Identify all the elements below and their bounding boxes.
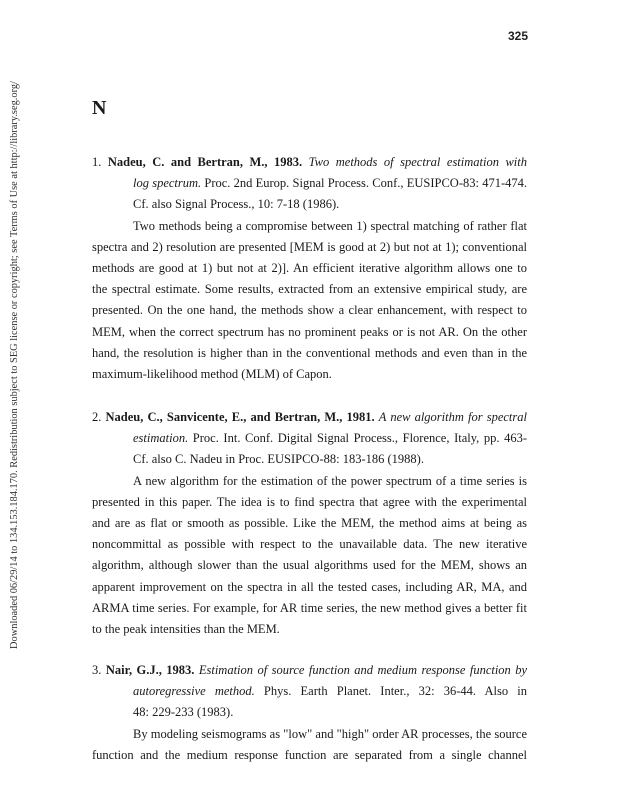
text-line bbox=[92, 536, 527, 552]
section-heading: N bbox=[92, 97, 107, 119]
text-line bbox=[133, 451, 527, 467]
text-span: to the peak intensities than the MEM. bbox=[92, 622, 280, 636]
text-line bbox=[133, 726, 527, 742]
text-line bbox=[92, 366, 527, 382]
reference-authors: Nadeu, C. and Bertran, M., 1983. bbox=[107, 155, 303, 169]
text-span: algorithm, although slower than the usual algorithms used for the MEM, shows an bbox=[92, 558, 527, 573]
text-span: presented in this paper. The idea is to find spectra that agree with the experimental bbox=[92, 494, 527, 509]
text-span: A new algorithm for the estimation of the power spectrum of a time series is bbox=[133, 473, 527, 488]
text-span: 1. bbox=[92, 155, 108, 169]
text-line bbox=[133, 196, 527, 212]
text-span: maximum-likelihood method (MLM) of Capon. bbox=[92, 367, 332, 381]
text-line bbox=[92, 409, 527, 425]
text-line bbox=[92, 579, 527, 595]
text-span: hand, the resolution is higher than in the conventional methods and even than in the bbox=[92, 345, 527, 360]
text-span: 2. bbox=[92, 410, 106, 424]
text-line bbox=[133, 704, 527, 720]
text-line bbox=[92, 154, 527, 170]
text-span: noncommittal as possible with respect to the unavailable data. The new iterative bbox=[92, 537, 527, 552]
reference-title: Two methods of spectral estimation with bbox=[308, 155, 527, 169]
text-line bbox=[133, 218, 527, 234]
text-span: the spectral estimate. Some results, extracted from an extensive empirical study, are bbox=[92, 282, 527, 297]
reference-authors: Nadeu, C., Sanvicente, E., and Bertran, M., 1981. bbox=[105, 410, 375, 424]
reference-title: A new algorithm for spectral bbox=[378, 410, 527, 424]
text-span: 48: 229-233 (1983). bbox=[133, 705, 234, 720]
reference-title: log spectrum. bbox=[133, 176, 202, 191]
text-line bbox=[92, 662, 527, 678]
download-watermark: Downloaded 06/29/14 to 134.153.184.170. Redistribution subject to SEG license or copyright; see Terms of Use at http://library.seg.org/ bbox=[9, 81, 20, 649]
text-line bbox=[92, 515, 527, 531]
text-span: 3. bbox=[92, 663, 106, 677]
text-span: ARMA time series. For example, for AR time series, the new method gives a better fit bbox=[92, 600, 527, 615]
text-span: Cf. also C. Nadeu in Proc. EUSIPCO-88: 183-186 (1988). bbox=[133, 452, 424, 467]
text-span: Two methods being a compromise between 1) spectral matching of rather flat bbox=[133, 218, 527, 233]
text-line bbox=[92, 345, 527, 361]
text-span: Proc. Int. Conf. Digital Signal Process., Florence, Italy, pp. 463- bbox=[192, 431, 527, 446]
text-line bbox=[92, 747, 527, 763]
text-line bbox=[92, 324, 527, 340]
text-line bbox=[92, 302, 527, 318]
text-line bbox=[92, 600, 527, 616]
reference-title: autoregressive method. bbox=[133, 684, 255, 699]
text-line bbox=[92, 260, 527, 276]
text-line bbox=[92, 494, 527, 510]
text-line bbox=[92, 621, 527, 637]
text-span: and are as flat or smooth as possible. Like the MEM, the method aims at being as bbox=[92, 516, 527, 530]
reference-authors: Nair, G.J., 1983. bbox=[105, 663, 195, 677]
text-span: spectra and 2) resolution are presented [MEM is good at 2) but not at 1); conventional bbox=[92, 239, 527, 254]
reference-title: Estimation of source function and medium response function by bbox=[198, 663, 527, 677]
text-span: presented. On the one hand, the methods show a clear enhancement, with respect to bbox=[92, 303, 527, 318]
text-line bbox=[133, 683, 527, 699]
text-span: function and the medium response function are separated from a single channel bbox=[92, 747, 527, 762]
text-span: By modeling seismograms as "low" and "high" order AR processes, the source bbox=[133, 726, 527, 741]
text-span: Proc. 2nd Europ. Signal Process. Conf., EUSIPCO-83: 471-474. bbox=[201, 176, 527, 191]
text-line bbox=[133, 473, 527, 489]
page-number: 325 bbox=[507, 29, 528, 43]
text-line bbox=[92, 557, 527, 573]
text-line bbox=[133, 175, 527, 191]
text-line bbox=[92, 239, 527, 255]
text-line bbox=[92, 281, 527, 297]
reference-title: estimation. bbox=[133, 431, 189, 446]
text-span: methods are good at 1) but not at 2)]. An efficient iterative algorithm allows one to bbox=[92, 261, 527, 275]
text-span: Phys. Earth Planet. Inter., 32: 36-44. Also in bbox=[263, 684, 527, 699]
text-span: apparent improvement on the spectra in all the tested cases, including AR, MA, and bbox=[92, 579, 527, 594]
text-line bbox=[133, 430, 527, 446]
text-span: MEM, when the correct spectrum has no prominent peaks or is not AR. On the other bbox=[92, 324, 527, 339]
text-span: Cf. also Signal Process., 10: 7-18 (1986). bbox=[133, 197, 340, 212]
